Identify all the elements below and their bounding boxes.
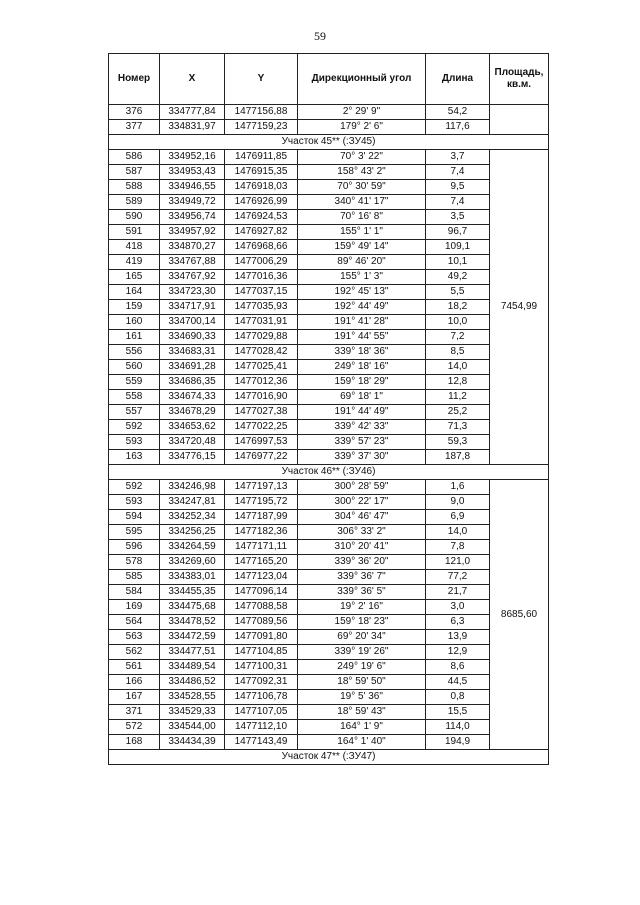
area-value: 7454,99	[490, 150, 549, 465]
x-coordinate: 334690,33	[160, 330, 225, 345]
point-number: 586	[109, 150, 160, 165]
point-number: 587	[109, 165, 160, 180]
section-header-row	[109, 135, 549, 150]
point-number: 593	[109, 435, 160, 450]
x-coordinate: 334246,98	[160, 480, 225, 495]
direction-angle: 158° 43' 2"	[298, 165, 426, 180]
table-body	[109, 105, 549, 765]
x-coordinate: 334767,88	[160, 255, 225, 270]
coordinates-table	[108, 53, 549, 765]
direction-angle: 155° 1' 3"	[298, 270, 426, 285]
table-row	[109, 525, 549, 540]
y-coordinate: 1477037,15	[225, 285, 298, 300]
segment-length: 6,9	[426, 510, 490, 525]
direction-angle: 164° 1' 40"	[298, 735, 426, 750]
table-row	[109, 255, 549, 270]
point-number: 562	[109, 645, 160, 660]
y-coordinate: 1477089,56	[225, 615, 298, 630]
point-number: 418	[109, 240, 160, 255]
y-coordinate: 1477171,11	[225, 540, 298, 555]
y-coordinate: 1477029,88	[225, 330, 298, 345]
x-coordinate: 334717,91	[160, 300, 225, 315]
point-number: 557	[109, 405, 160, 420]
point-number: 168	[109, 735, 160, 750]
table-row	[109, 120, 549, 135]
table-row	[109, 240, 549, 255]
table-row	[109, 510, 549, 525]
direction-angle: 159° 18' 29"	[298, 375, 426, 390]
x-coordinate: 334776,15	[160, 450, 225, 465]
x-coordinate: 334455,35	[160, 585, 225, 600]
table-row	[109, 405, 549, 420]
y-coordinate: 1476911,85	[225, 150, 298, 165]
direction-angle: 2° 29' 9"	[298, 105, 426, 120]
x-coordinate: 334952,16	[160, 150, 225, 165]
y-coordinate: 1477016,36	[225, 270, 298, 285]
x-coordinate: 334674,33	[160, 390, 225, 405]
table-row	[109, 375, 549, 390]
segment-length: 14,0	[426, 360, 490, 375]
y-coordinate: 1476924,53	[225, 210, 298, 225]
point-number: 572	[109, 720, 160, 735]
x-coordinate: 334949,72	[160, 195, 225, 210]
segment-length: 7,2	[426, 330, 490, 345]
segment-length: 18,2	[426, 300, 490, 315]
y-coordinate: 1477088,58	[225, 600, 298, 615]
x-coordinate: 334956,74	[160, 210, 225, 225]
direction-angle: 249° 19' 6"	[298, 660, 426, 675]
direction-angle: 300° 28' 59"	[298, 480, 426, 495]
segment-length: 7,4	[426, 195, 490, 210]
direction-angle: 18° 59' 43"	[298, 705, 426, 720]
direction-angle: 192° 45' 13"	[298, 285, 426, 300]
x-coordinate: 334777,84	[160, 105, 225, 120]
segment-length: 10,0	[426, 315, 490, 330]
x-coordinate: 334269,60	[160, 555, 225, 570]
y-coordinate: 1477123,04	[225, 570, 298, 585]
y-coordinate: 1476997,53	[225, 435, 298, 450]
table-row	[109, 675, 549, 690]
direction-angle: 339° 19' 26"	[298, 645, 426, 660]
segment-length: 15,5	[426, 705, 490, 720]
table-row	[109, 435, 549, 450]
x-coordinate: 334678,29	[160, 405, 225, 420]
x-coordinate: 334946,55	[160, 180, 225, 195]
direction-angle: 19° 5' 36"	[298, 690, 426, 705]
header-x: X	[160, 54, 225, 105]
direction-angle: 159° 18' 23"	[298, 615, 426, 630]
table-row	[109, 570, 549, 585]
direction-angle: 155° 1' 1"	[298, 225, 426, 240]
direction-angle: 89° 46' 20"	[298, 255, 426, 270]
direction-angle: 339° 37' 30"	[298, 450, 426, 465]
y-coordinate: 1477165,20	[225, 555, 298, 570]
segment-length: 9,5	[426, 180, 490, 195]
table-row	[109, 315, 549, 330]
table-row	[109, 150, 549, 165]
point-number: 595	[109, 525, 160, 540]
point-number: 159	[109, 300, 160, 315]
table-row	[109, 720, 549, 735]
segment-length: 10,1	[426, 255, 490, 270]
y-coordinate: 1477195,72	[225, 495, 298, 510]
segment-length: 59,3	[426, 435, 490, 450]
y-coordinate: 1477143,49	[225, 735, 298, 750]
y-coordinate: 1477112,10	[225, 720, 298, 735]
table-row	[109, 225, 549, 240]
y-coordinate: 1477182,36	[225, 525, 298, 540]
direction-angle: 192° 44' 49"	[298, 300, 426, 315]
segment-length: 117,6	[426, 120, 490, 135]
y-coordinate: 1477100,31	[225, 660, 298, 675]
x-coordinate: 334256,25	[160, 525, 225, 540]
point-number: 164	[109, 285, 160, 300]
point-number: 371	[109, 705, 160, 720]
table-row	[109, 600, 549, 615]
point-number: 166	[109, 675, 160, 690]
table-row	[109, 420, 549, 435]
section-header-row	[109, 465, 549, 480]
segment-length: 1,6	[426, 480, 490, 495]
table-row	[109, 540, 549, 555]
y-coordinate: 1477027,38	[225, 405, 298, 420]
point-number: 591	[109, 225, 160, 240]
table-row	[109, 390, 549, 405]
point-number: 589	[109, 195, 160, 210]
point-number: 564	[109, 615, 160, 630]
header-length: Длина	[426, 54, 490, 105]
segment-length: 6,3	[426, 615, 490, 630]
point-number: 584	[109, 585, 160, 600]
direction-angle: 300° 22' 17"	[298, 495, 426, 510]
segment-length: 5,5	[426, 285, 490, 300]
y-coordinate: 1477106,78	[225, 690, 298, 705]
direction-angle: 306° 33' 2"	[298, 525, 426, 540]
segment-length: 44,5	[426, 675, 490, 690]
header-y: Y	[225, 54, 298, 105]
table-row	[109, 300, 549, 315]
header-area: Площадь, кв.м.	[490, 54, 549, 105]
segment-length: 12,9	[426, 645, 490, 660]
point-number: 593	[109, 495, 160, 510]
y-coordinate: 1477096,14	[225, 585, 298, 600]
x-coordinate: 334478,52	[160, 615, 225, 630]
direction-angle: 310° 20' 41"	[298, 540, 426, 555]
y-coordinate: 1477035,93	[225, 300, 298, 315]
point-number: 556	[109, 345, 160, 360]
y-coordinate: 1477028,42	[225, 345, 298, 360]
y-coordinate: 1477092,31	[225, 675, 298, 690]
segment-length: 14,0	[426, 525, 490, 540]
y-coordinate: 1476918,03	[225, 180, 298, 195]
table-row	[109, 330, 549, 345]
section-title: Участок 47** (:ЗУ47)	[109, 750, 549, 765]
segment-length: 3,7	[426, 150, 490, 165]
x-coordinate: 334767,92	[160, 270, 225, 285]
point-number: 561	[109, 660, 160, 675]
x-coordinate: 334653,62	[160, 420, 225, 435]
segment-length: 7,8	[426, 540, 490, 555]
point-number: 594	[109, 510, 160, 525]
point-number: 559	[109, 375, 160, 390]
point-number: 558	[109, 390, 160, 405]
table-row	[109, 165, 549, 180]
table-row	[109, 615, 549, 630]
x-coordinate: 334264,59	[160, 540, 225, 555]
point-number: 592	[109, 420, 160, 435]
direction-angle: 70° 16' 8"	[298, 210, 426, 225]
direction-angle: 70° 30' 59"	[298, 180, 426, 195]
section-title: Участок 45** (:ЗУ45)	[109, 135, 549, 150]
table-row	[109, 660, 549, 675]
direction-angle: 339° 42' 33"	[298, 420, 426, 435]
x-coordinate: 334686,35	[160, 375, 225, 390]
direction-angle: 339° 57' 23"	[298, 435, 426, 450]
segment-length: 25,2	[426, 405, 490, 420]
direction-angle: 339° 36' 5"	[298, 585, 426, 600]
x-coordinate: 334529,33	[160, 705, 225, 720]
x-coordinate: 334720,48	[160, 435, 225, 450]
segment-length: 21,7	[426, 585, 490, 600]
segment-length: 71,3	[426, 420, 490, 435]
header-number: Номер	[109, 54, 160, 105]
direction-angle: 340° 41' 17"	[298, 195, 426, 210]
point-number: 160	[109, 315, 160, 330]
x-coordinate: 334831,97	[160, 120, 225, 135]
x-coordinate: 334528,55	[160, 690, 225, 705]
y-coordinate: 1477091,80	[225, 630, 298, 645]
table-row	[109, 735, 549, 750]
segment-length: 49,2	[426, 270, 490, 285]
x-coordinate: 334700,14	[160, 315, 225, 330]
segment-length: 194,9	[426, 735, 490, 750]
table-row	[109, 285, 549, 300]
point-number: 163	[109, 450, 160, 465]
segment-length: 187,8	[426, 450, 490, 465]
x-coordinate: 334383,01	[160, 570, 225, 585]
segment-length: 54,2	[426, 105, 490, 120]
y-coordinate: 1477016,90	[225, 390, 298, 405]
table-row	[109, 360, 549, 375]
point-number: 596	[109, 540, 160, 555]
x-coordinate: 334683,31	[160, 345, 225, 360]
x-coordinate: 334472,59	[160, 630, 225, 645]
point-number: 377	[109, 120, 160, 135]
direction-angle: 304° 46' 47"	[298, 510, 426, 525]
y-coordinate: 1477197,13	[225, 480, 298, 495]
y-coordinate: 1477006,29	[225, 255, 298, 270]
segment-length: 3,5	[426, 210, 490, 225]
segment-length: 0,8	[426, 690, 490, 705]
point-number: 167	[109, 690, 160, 705]
table-row	[109, 630, 549, 645]
point-number: 563	[109, 630, 160, 645]
point-number: 585	[109, 570, 160, 585]
point-number: 590	[109, 210, 160, 225]
point-number: 376	[109, 105, 160, 120]
y-coordinate: 1476968,66	[225, 240, 298, 255]
segment-length: 109,1	[426, 240, 490, 255]
y-coordinate: 1476977,22	[225, 450, 298, 465]
direction-angle: 179° 2' 6"	[298, 120, 426, 135]
direction-angle: 339° 36' 7"	[298, 570, 426, 585]
y-coordinate: 1477187,99	[225, 510, 298, 525]
table-row	[109, 480, 549, 495]
table-row	[109, 450, 549, 465]
x-coordinate: 334691,28	[160, 360, 225, 375]
segment-length: 11,2	[426, 390, 490, 405]
segment-length: 121,0	[426, 555, 490, 570]
section-title: Участок 46** (:ЗУ46)	[109, 465, 549, 480]
direction-angle: 69° 20' 34"	[298, 630, 426, 645]
segment-length: 12,8	[426, 375, 490, 390]
direction-angle: 19° 2' 16"	[298, 600, 426, 615]
table-row	[109, 495, 549, 510]
y-coordinate: 1477107,05	[225, 705, 298, 720]
table-row	[109, 270, 549, 285]
direction-angle: 191° 41' 28"	[298, 315, 426, 330]
x-coordinate: 334247,81	[160, 495, 225, 510]
y-coordinate: 1477159,23	[225, 120, 298, 135]
direction-angle: 339° 18' 36"	[298, 345, 426, 360]
point-number: 169	[109, 600, 160, 615]
direction-angle: 70° 3' 22"	[298, 150, 426, 165]
y-coordinate: 1476927,82	[225, 225, 298, 240]
y-coordinate: 1476926,99	[225, 195, 298, 210]
x-coordinate: 334723,30	[160, 285, 225, 300]
direction-angle: 339° 36' 20"	[298, 555, 426, 570]
point-number: 588	[109, 180, 160, 195]
point-number: 592	[109, 480, 160, 495]
direction-angle: 191° 44' 49"	[298, 405, 426, 420]
segment-length: 9,0	[426, 495, 490, 510]
area-value	[490, 105, 549, 135]
x-coordinate: 334544,00	[160, 720, 225, 735]
y-coordinate: 1477022,25	[225, 420, 298, 435]
segment-length: 3,0	[426, 600, 490, 615]
point-number: 419	[109, 255, 160, 270]
table-row	[109, 555, 549, 570]
table-row	[109, 345, 549, 360]
direction-angle: 191° 44' 55"	[298, 330, 426, 345]
segment-length: 77,2	[426, 570, 490, 585]
y-coordinate: 1477156,88	[225, 105, 298, 120]
segment-length: 114,0	[426, 720, 490, 735]
header-angle: Дирекционный угол	[298, 54, 426, 105]
segment-length: 7,4	[426, 165, 490, 180]
table-row	[109, 105, 549, 120]
section-header-row	[109, 750, 549, 765]
x-coordinate: 334486,52	[160, 675, 225, 690]
point-number: 161	[109, 330, 160, 345]
segment-length: 8,6	[426, 660, 490, 675]
y-coordinate: 1477012,36	[225, 375, 298, 390]
direction-angle: 164° 1' 9"	[298, 720, 426, 735]
x-coordinate: 334870,27	[160, 240, 225, 255]
table-row	[109, 690, 549, 705]
table-row	[109, 210, 549, 225]
x-coordinate: 334475,68	[160, 600, 225, 615]
point-number: 165	[109, 270, 160, 285]
table-header-row	[109, 54, 549, 105]
x-coordinate: 334252,34	[160, 510, 225, 525]
segment-length: 13,9	[426, 630, 490, 645]
x-coordinate: 334957,92	[160, 225, 225, 240]
table-row	[109, 180, 549, 195]
direction-angle: 249° 18' 16"	[298, 360, 426, 375]
x-coordinate: 334953,43	[160, 165, 225, 180]
area-value: 8685,60	[490, 480, 549, 750]
table-row	[109, 585, 549, 600]
segment-length: 96,7	[426, 225, 490, 240]
segment-length: 8,5	[426, 345, 490, 360]
direction-angle: 18° 59' 50"	[298, 675, 426, 690]
direction-angle: 69° 18' 1"	[298, 390, 426, 405]
y-coordinate: 1476915,35	[225, 165, 298, 180]
table-row	[109, 645, 549, 660]
y-coordinate: 1477025,41	[225, 360, 298, 375]
y-coordinate: 1477104,85	[225, 645, 298, 660]
table-row	[109, 705, 549, 720]
x-coordinate: 334434,39	[160, 735, 225, 750]
table-row	[109, 195, 549, 210]
x-coordinate: 334489,54	[160, 660, 225, 675]
page-number: 59	[314, 29, 326, 43]
point-number: 560	[109, 360, 160, 375]
point-number: 578	[109, 555, 160, 570]
direction-angle: 159° 49' 14"	[298, 240, 426, 255]
y-coordinate: 1477031,91	[225, 315, 298, 330]
x-coordinate: 334477,51	[160, 645, 225, 660]
